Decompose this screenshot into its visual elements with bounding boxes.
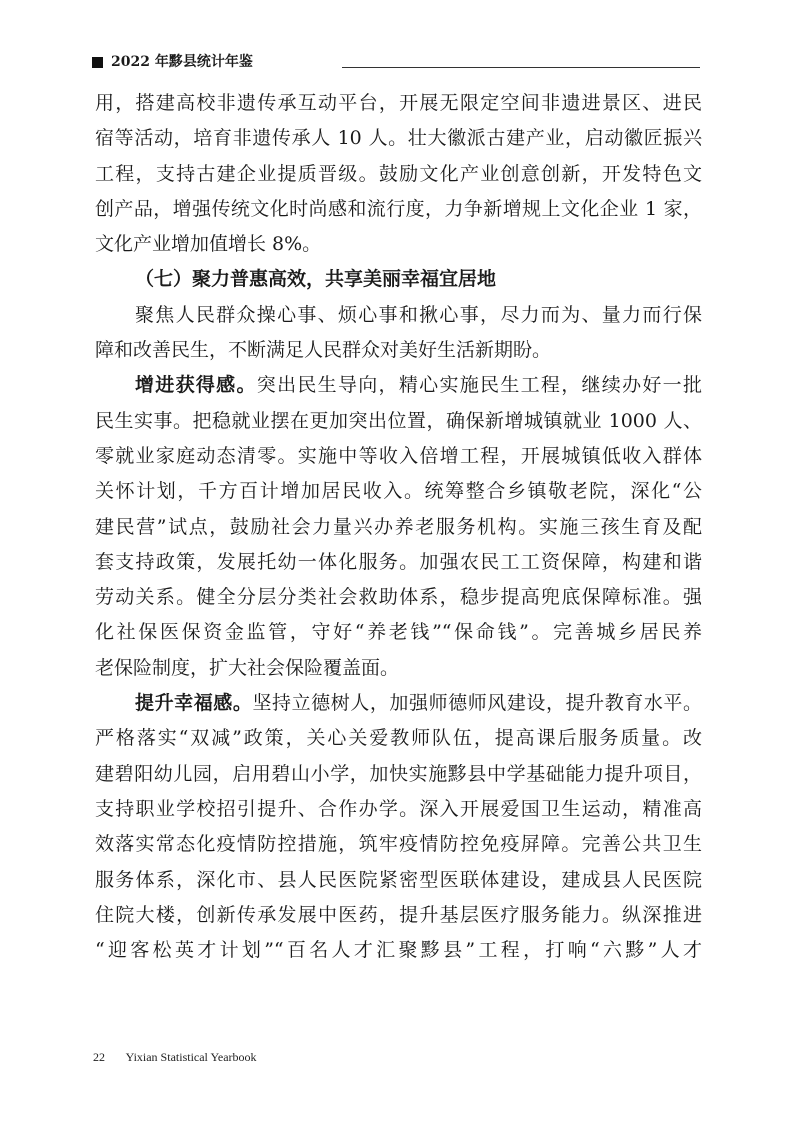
text-line: 民生实事。把稳就业摆在更加突出位置，确保新增城镇就业 1000 人、 xyxy=(95,409,702,432)
text-line xyxy=(95,686,702,721)
page-footer xyxy=(93,1050,257,1065)
paragraph-1 xyxy=(95,86,702,262)
text-line: 工程，支持古建企业提质晋级。鼓励文化产业创意创新，开发特色文 xyxy=(95,162,702,185)
text-line: 用，搭建高校非遗传承互动平台，开展无限定空间非遗进景区、进民 xyxy=(95,92,702,114)
page-header xyxy=(92,52,700,76)
paragraph-4 xyxy=(95,686,702,968)
header-rule xyxy=(342,67,700,68)
section-heading: （七）聚力普惠高效，共享美丽幸福宜居地 xyxy=(135,268,497,291)
paragraph-lead: 提升幸福感。 xyxy=(135,692,253,715)
text-line: 关怀计划，千方百计增加居民收入。统筹整合乡镇敬老院，深化“公 xyxy=(95,480,702,503)
text-line: 套支持政策，发展托幼一体化服务。加强农民工工资保障，构建和谐 xyxy=(95,550,702,573)
body-text xyxy=(95,86,702,968)
text-line: 创产品，增强传统文化时尚感和流行度，力争新增规上文化企业 1 家， xyxy=(95,197,702,220)
text-line: 建民营”试点，鼓励社会力量兴办养老服务机构。实施三孩生育及配 xyxy=(95,515,702,538)
paragraph-lead: 增进获得感。 xyxy=(135,374,257,397)
text-line: 严格落实“双减”政策，关心关爱教师队伍，提高课后服务质量。改 xyxy=(95,727,702,750)
text-line: 零就业家庭动态清零。实施中等收入倍增工程，开展城镇低收入群体 xyxy=(95,444,702,467)
header-title: 2022 年黟县统计年鉴 xyxy=(111,54,253,70)
paragraph-3 xyxy=(95,368,702,686)
text-line: 服务体系，深化市、县人民医院紧密型医联体建设，建成县人民医院 xyxy=(95,868,702,891)
publication-name: Yixian Statistical Yearbook xyxy=(125,1050,257,1064)
text-line: 劳动关系。健全分层分类社会救助体系，稳步提高兜底保障标准。强 xyxy=(95,586,702,609)
text-line: 宿等活动，培育非遗传承人 10 人。壮大徽派古建产业，启动徽匠振兴 xyxy=(95,127,702,150)
paragraph-2 xyxy=(95,298,702,369)
text-span: 坚持立德树人，加强师德师风建设，提升教育水平。 xyxy=(252,692,702,715)
text-line: 文化产业增加值增长 8%。 xyxy=(95,233,322,256)
text-line: 老保险制度，扩大社会保险覆盖面。 xyxy=(95,656,400,679)
text-line: 聚焦人民群众操心事、烦心事和揪心事，尽力而为、量力而行保 xyxy=(135,303,702,326)
text-line xyxy=(95,368,702,403)
text-line: 化社保医保资金监管，守好“养老钱”“保命钱”。完善城乡居民养 xyxy=(95,621,702,644)
page-number: 22 xyxy=(93,1050,105,1064)
text-line: “迎客松英才计划”“百名人才汇聚黟县”工程，打响“六黟”人才 xyxy=(95,939,702,962)
text-line: 建碧阳幼儿园，启用碧山小学，加快实施黟县中学基础能力提升项目， xyxy=(95,762,702,785)
text-span: 突出民生导向，精心实施民生工程，继续办好一批 xyxy=(256,374,702,397)
text-line: 障和改善民生，不断满足人民群众对美好生活新期盼。 xyxy=(95,339,552,362)
text-line: 支持职业学校招引提升、合作办学。深入开展爱国卫生运动，精准高 xyxy=(95,797,702,820)
header-square-icon xyxy=(92,57,103,68)
text-line: 效落实常态化疫情防控措施，筑牢疫情防控免疫屏障。完善公共卫生 xyxy=(95,833,702,856)
text-line: 住院大楼，创新传承发展中医药，提升基层医疗服务能力。纵深推进 xyxy=(95,903,702,926)
